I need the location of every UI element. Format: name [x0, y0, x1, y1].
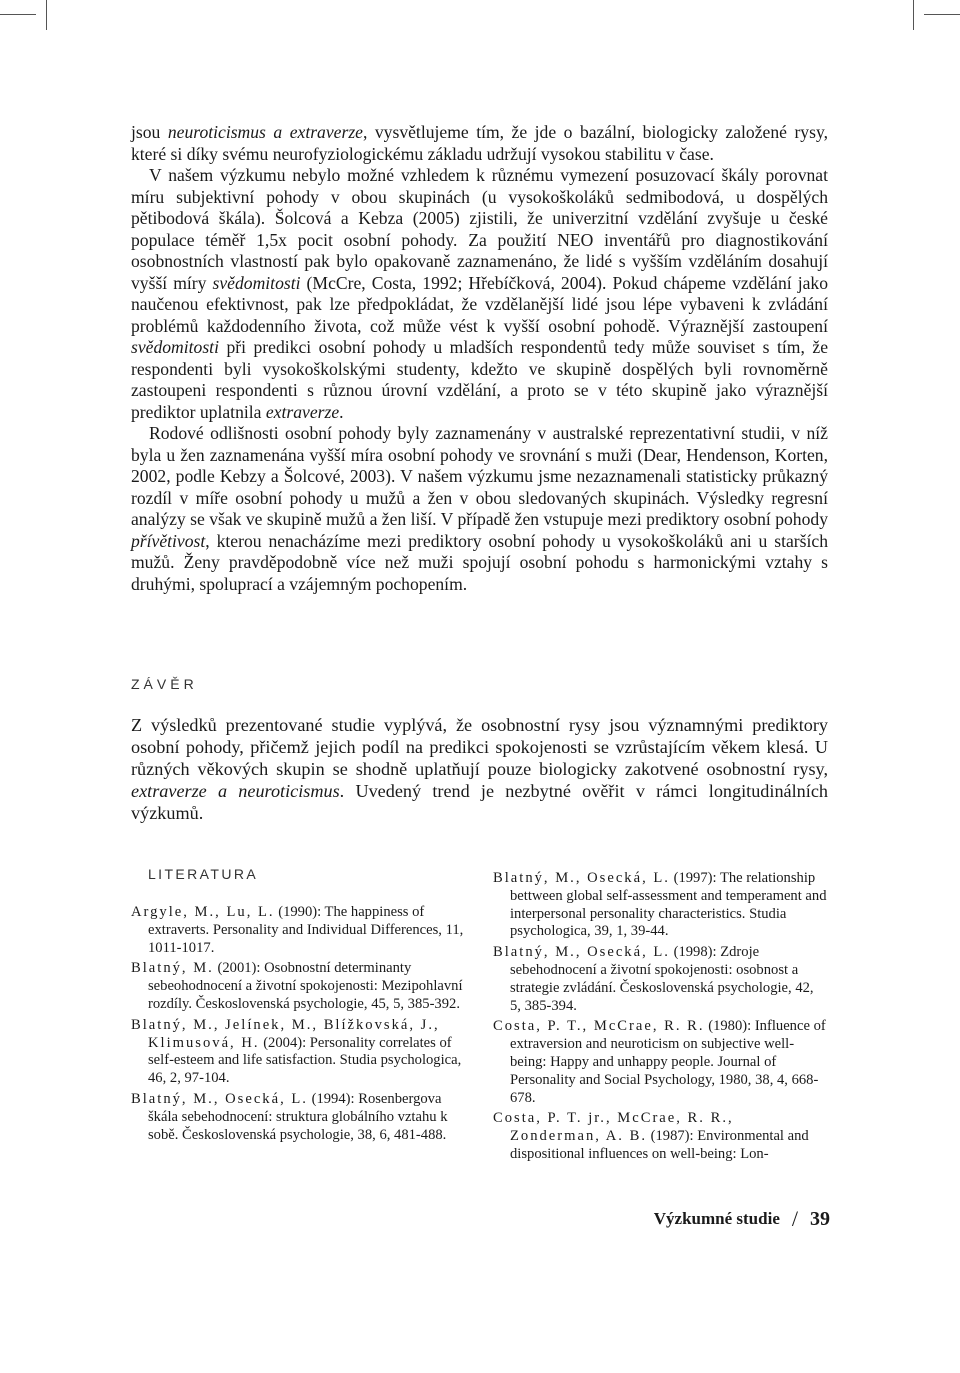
reference-authors: Costa, P. T., McCrae, R. R.	[493, 1018, 705, 1035]
reference-item	[493, 1110, 828, 1163]
footer-separator: /	[791, 1206, 798, 1231]
reference-details: (1998): Zdroje sebehodnocení a životní spokojenosti: osobnost a strategie zvládání. Československá psychologie, 42, 5, 385-394.	[510, 944, 814, 1014]
reference-item	[493, 1018, 828, 1107]
references-right-column	[493, 870, 828, 1167]
reference-authors: Blatný, M., Osecká, L.	[131, 1090, 308, 1107]
reference-details: (1990): The happiness of extraverts. Personality and Individual Differences, 11, 1011-1017.	[148, 904, 464, 956]
text-run: , kterou nenacházíme mezi prediktory osobní pohody u vysokoškoláků ani u starších mužů. Ženy pravděpodobně více než muži spojují osobní pohodu s harmonickými vztahy s druhými, spoluprací a vzájemným pochopením.	[131, 530, 828, 594]
paragraph-3	[131, 423, 828, 595]
crop-mark-top-right	[924, 14, 960, 15]
reference-item	[131, 1017, 466, 1088]
text-run: Z výsledků prezentované studie vyplývá, že osobnostní rysy jsou významnými prediktory osobní pohody, přičemž jejich podíl na predikci spokojenosti se vzrůstajícím věkem klesá. U různých věkových skupin se shodně uplatňují pouze biologicky zakotvené osobnostní rysy,	[131, 715, 828, 779]
page-number: 39	[810, 1207, 830, 1230]
crop-mark-top-left-vertical	[46, 0, 47, 30]
reference-authors: Blatný, M., Jelínek, M., Blížkovská, J., Klimusová, H.	[131, 1016, 440, 1051]
italic-term: svědomitosti	[131, 337, 219, 357]
reference-details: (2004): Personality correlates of self-esteem and life satisfaction. Studia psychologica, 46, 2, 97-104.	[148, 1034, 462, 1087]
italic-term: neuroticismus a extraverze	[167, 122, 363, 142]
text-run: (McCre, Costa, 1992; Hřebíčková, 2004). Pokud chápeme vzdělání jako naučenou efektivnost, pak lze předpokládat, že vzdělanější lidé jsou lépe vybaveni k zvládání problémů každodenního života, což může vést k vyšší osobní pohodě. Výraznější zastoupení	[131, 272, 828, 336]
reference-details: (1994): Rosenbergova škála sebehodnocení: struktura globálního vztahu k sobě. Československá psychologie, 38, 6, 481-488.	[148, 1090, 448, 1143]
references-left-column	[131, 904, 466, 1147]
reference-authors: Argyle, M., Lu, L.	[131, 904, 275, 920]
page-footer	[654, 1206, 830, 1232]
reference-authors: Blatný, M.	[131, 960, 214, 977]
text-run: , vysvětlujeme tím, že jde o bazální, biologicky založené rysy, které si díky svému neurofyziologickému základu udržují vysokou stabilitu v čase.	[131, 122, 828, 164]
reference-details: (2001): Osobnostní determinanty sebeohodnocení a životní spokojenosti: Mezipohlavní rozdíly. Československá psychologie, 45, 5, 385-392.	[148, 960, 463, 1012]
literature-heading: LITERATURA	[148, 866, 259, 882]
text-run: .	[339, 401, 344, 422]
reference-details: (1997): The relationship bettween global self-assessment and temperament and interpersonal personality characteristics. Studia psychologica, 39, 1, 39-44.	[510, 870, 827, 940]
conclusion-heading: ZÁVĚR	[131, 676, 198, 692]
reference-item	[493, 944, 828, 1015]
text-run: jsou	[131, 122, 168, 142]
paragraph-1	[131, 122, 828, 165]
reference-item	[131, 1091, 466, 1144]
italic-term: extraverze a neuroticismus	[131, 781, 340, 801]
italic-term: extraverze	[265, 401, 340, 422]
text-run: V našem výzkumu nebylo možné vzhledem k různému vymezení posuzovací škály porovnat míru subjektivní pohody v obou skupinách (u vysokoškoláků sedmibodová, u dospělých pětibodová škála). Šolcová a Kebza (2005) zjistili, že univerzitní vzdělání zvyšuje u české populace téměř 1,5x pocit osobní pohody. Za použití NEO inventářů pro diagnostikování osobnostních vlastností pak bylo opakovaně zaznamenáno, že lidé s vyšším vzděláním dosahují vyšší míry	[131, 165, 828, 293]
reference-authors: Costa, P. T. jr., McCrae, R. R., Zonderman, A. B.	[493, 1110, 734, 1145]
text-run: . Uvedený trend je nezbytné ověřit v rámci longitudinálních výzkumů.	[131, 781, 828, 823]
italic-term: svědomitosti	[212, 272, 301, 293]
crop-mark-top-right-vertical	[913, 0, 914, 30]
conclusion-text	[131, 714, 828, 824]
reference-authors: Blatný, M., Osecká, L.	[493, 870, 670, 886]
text-run: Rodové odlišnosti osobní pohody byly zaznamenány v australské reprezentativní studii, v níž byla u žen zaznamenána vyšší míra osobní pohody ve srovnání s muži (Dear, Hendenson, Korten, 2002, podle Kebzy a Šolcové, 2003). V našem výzkumu jsme nezaznamenali statisticky průkazný rozdíl v míře osobní pohody u mužů a žen v obou sledovaných skupinách. Výsledky regresní analýzy se však ve skupině mužů a žen liší. V případě žen vstupuje mezi prediktory osobní pohody	[131, 423, 828, 529]
crop-mark-top-left	[0, 14, 36, 15]
reference-item	[493, 870, 828, 941]
reference-details: (1987): Environmental and dispositional influences on well-being: Lon-	[510, 1128, 809, 1162]
reference-authors: Blatný, M., Osecká, L.	[493, 944, 670, 961]
section-title: Výzkumné studie	[653, 1209, 780, 1228]
reference-item	[131, 904, 466, 957]
reference-item	[131, 960, 466, 1013]
italic-term: přívětivost	[131, 530, 206, 551]
paragraph-2	[131, 165, 828, 423]
conclusion-paragraph	[131, 714, 828, 824]
reference-details: (1980): Influence of extraversion and neuroticism on subjective well-being: Happy and unhappy people. Journal of Personality and Social Psychology, 1980, 38, 4, 668-678.	[510, 1018, 826, 1106]
text-run: při predikci osobní pohody u mladších respondentů tedy může souviset s tím, že respondenti byli vysokoškolskými studenty, kdežto ve skupině dospělých byli rovnoměrně zastoupeni respondenti s různou úrovní vzdělání, a proto se v této skupině jako výraznější prediktor uplatnila	[131, 337, 828, 422]
main-text	[131, 122, 828, 595]
